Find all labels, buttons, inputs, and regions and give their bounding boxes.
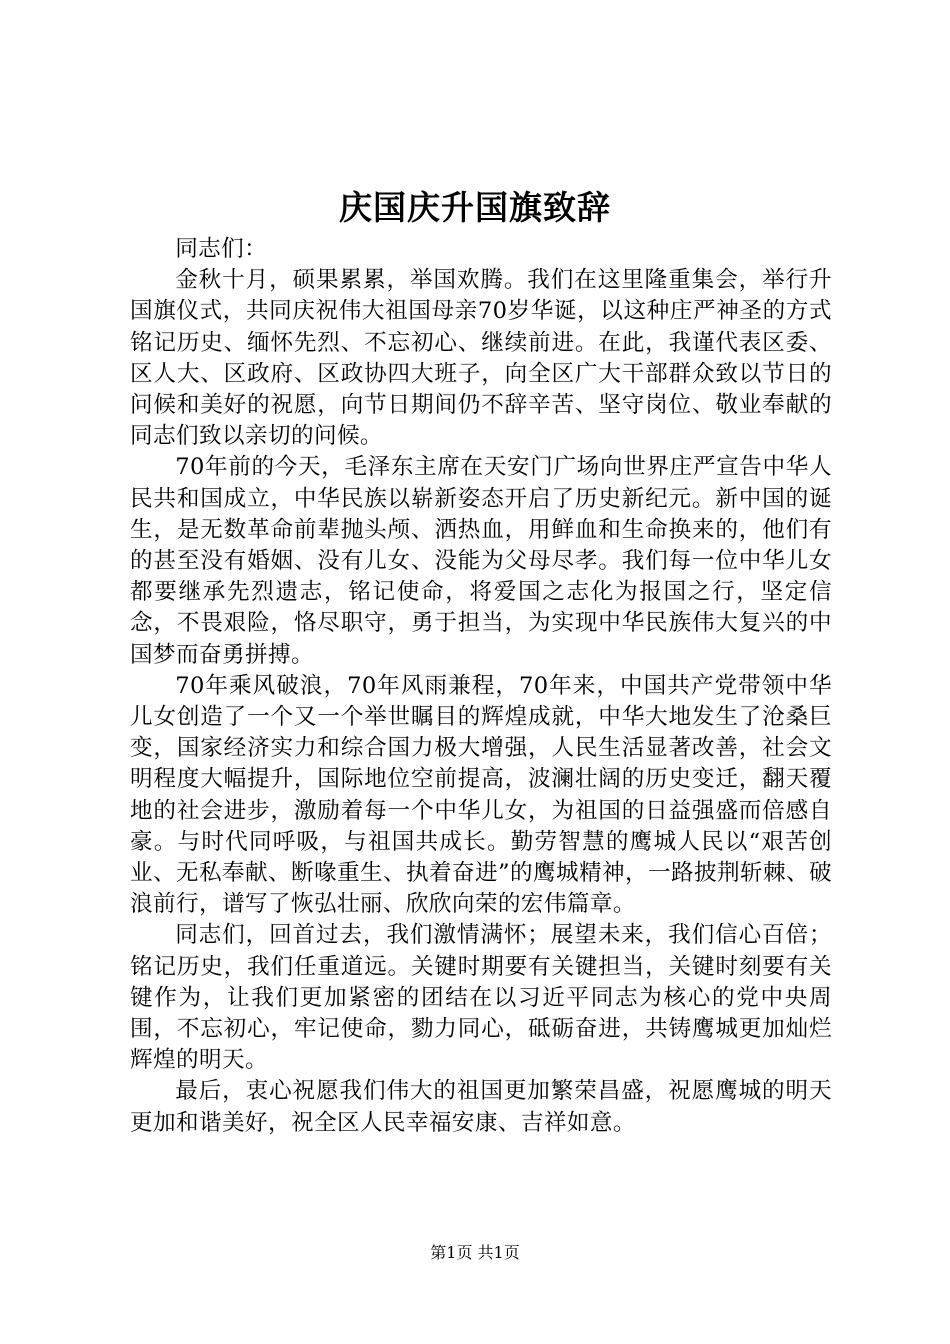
paragraph-closing: 最后，衷心祝愿我们伟大的祖国更加繁荣昌盛，祝愿鹰城的明天更加和谐美好，祝全区人民幸福安康、吉祥如意。 (130, 1078, 832, 1136)
paragraph-achievements: 70年乘风破浪，70年风雨兼程，70年来，中国共产党带领中华儿女创造了一个又一个举世瞩目的辉煌成就，中华大地发生了沧桑巨变，国家经济实力和综合国力极大增强，人民生活显著改善，社会文明程度大幅提升，国际地位空前提高，波澜壮阔的历史变迁，翻天覆地的社会进步，激励着每一个中华儿女，为祖国的日益强盛而倍感自豪。与时代同呼吸，与祖国共成长。勤劳智慧的鹰城人民以“艰苦创业、无私奉献、断喙重生、执着奋进”的鹰城精神，一路披荆斩棘、破浪前行，谱写了恢弘壮丽、欣欣向荣的宏伟篇章。 (130, 672, 832, 918)
paragraph-history: 70年前的今天，毛泽东主席在天安门广场向世界庄严宣告中华人民共和国成立，中华民族以崭新姿态开启了历史新纪元。新中国的诞生，是无数革命前辈抛头颅、洒热血，用鲜血和生命换来的，他们有的甚至没有婚姻、没有儿女、没能为父母尽孝。我们每一位中华儿女都要继承先烈遗志，铭记使命，将爱国之志化为报国之行，坚定信念，不畏艰险，恪尽职守，勇于担当，为实现中华民族伟大复兴的中国梦而奋勇拼搏。 (130, 454, 832, 668)
paragraph-call-to-action: 同志们，回首过去，我们激情满怀；展望未来，我们信心百倍；铭记历史，我们任重道远。关键时期要有关键担当，关键时刻要有关键作为，让我们更加紧密的团结在以习近平同志为核心的党中央周围，不忘初心，牢记使命，勠力同心，砥砺奋进，共铸鹰城更加灿烂辉煌的明天。 (130, 922, 832, 1074)
paragraph-opening: 金秋十月，硕果累累，举国欢腾。我们在这里隆重集会，举行升国旗仪式，共同庆祝伟大祖国母亲70岁华诞，以这种庄严神圣的方式铭记历史、缅怀先烈、不忘初心、继续前进。在此，我谨代表区委、区人大、区政府、区政协四大班子，向全区广大干部群众致以节日的问候和美好的祝愿，向节日期间仍不辞辛苦、坚守岗位、敬业奉献的同志们致以亲切的问候。 (130, 267, 832, 450)
document-title: 庆国庆升国旗致辞 (339, 188, 611, 227)
document-body (130, 234, 832, 1139)
salutation: 同志们： (175, 236, 268, 262)
page-number: 第1页 共1页 (430, 1243, 520, 1262)
